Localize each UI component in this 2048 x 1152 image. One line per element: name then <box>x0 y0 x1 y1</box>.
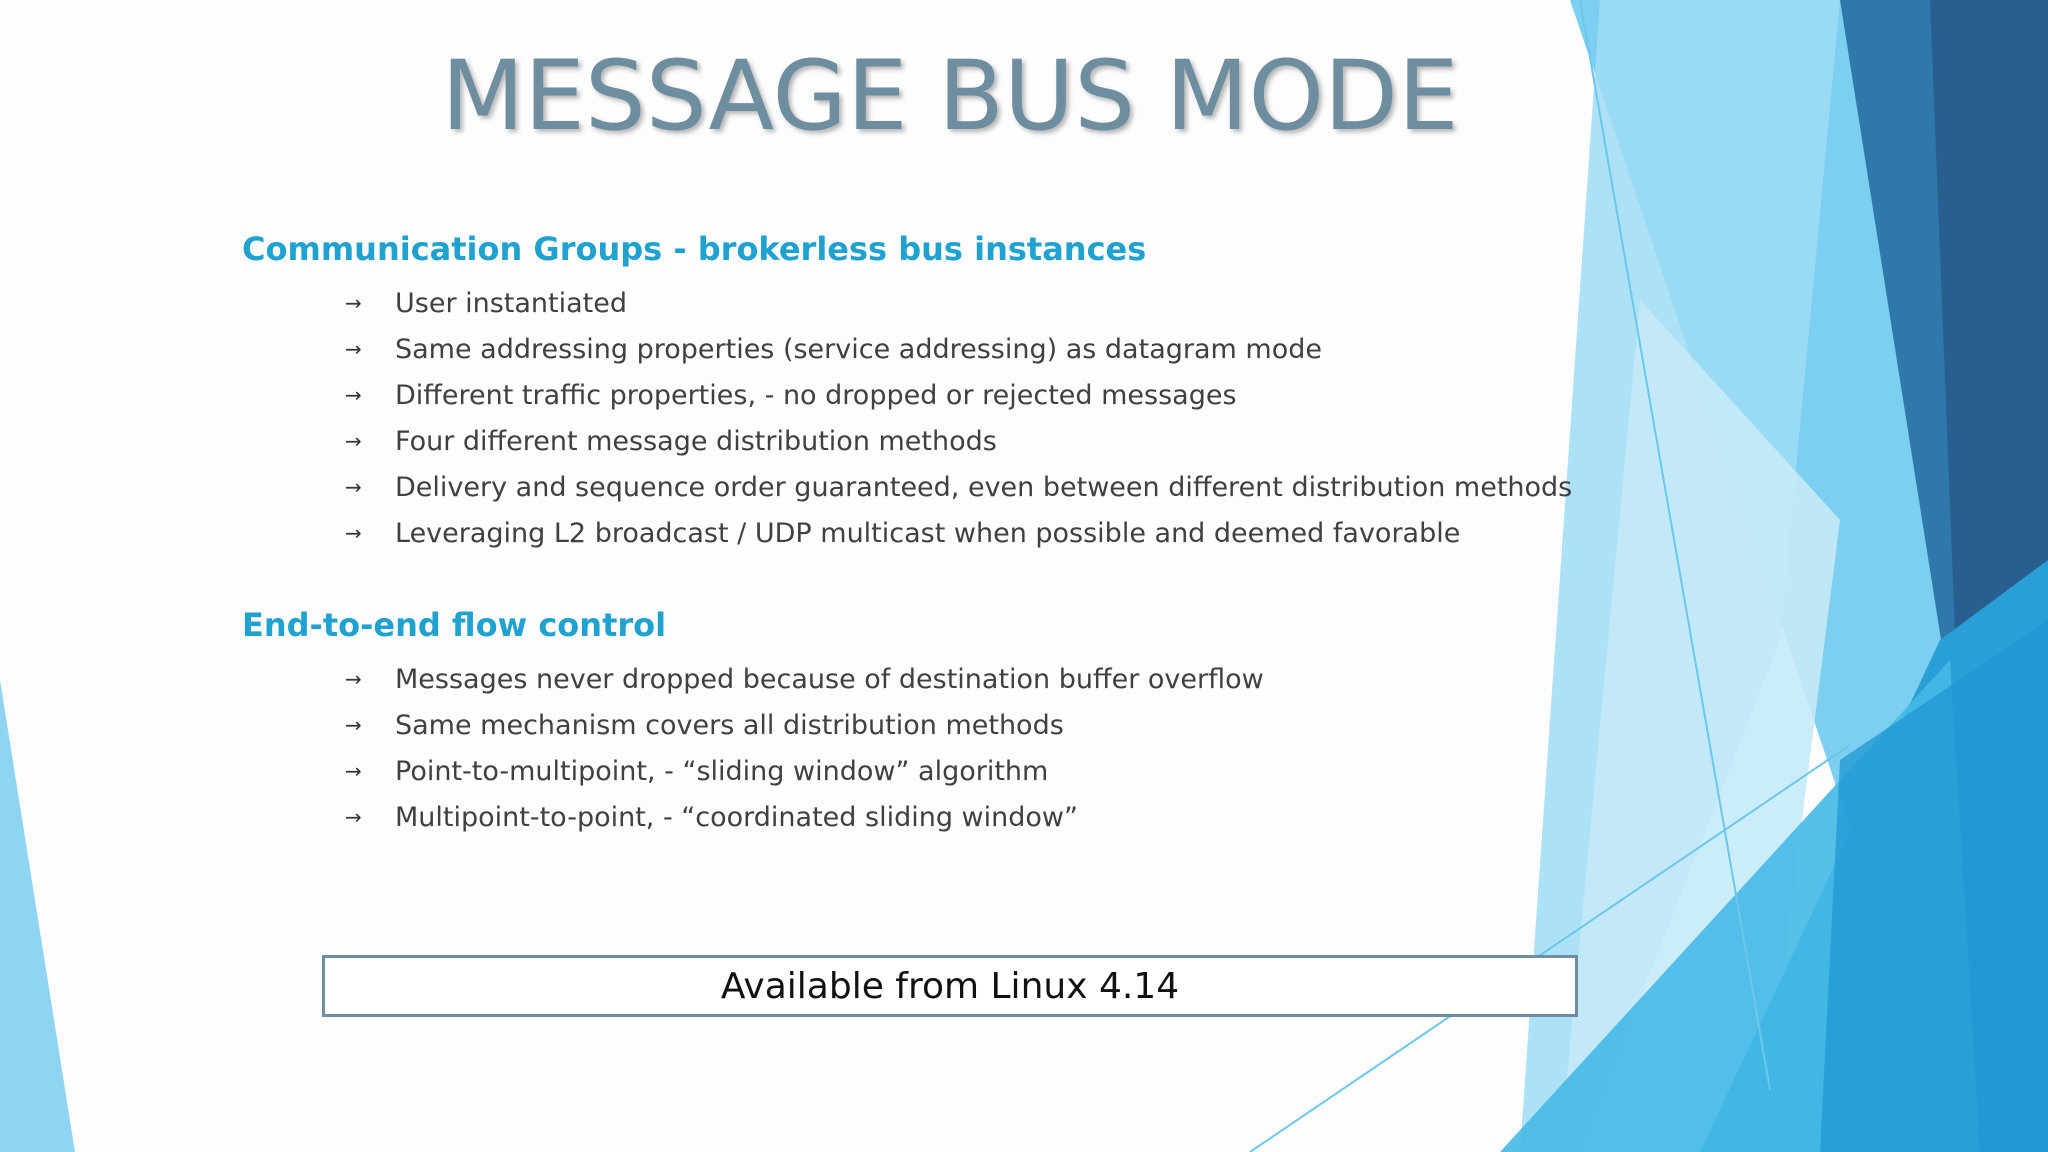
bullet-text: User instantiated <box>395 287 628 319</box>
bullet-text: Multipoint-to-point, - “coordinated sliding window” <box>395 801 1078 833</box>
arrow-right-icon: → <box>345 337 362 361</box>
bullet-text: Same addressing properties (service addressing) as datagram mode <box>395 333 1322 365</box>
arrow-right-icon: → <box>345 713 362 737</box>
flow-control-list <box>345 656 1264 840</box>
list-item <box>345 748 1264 794</box>
slide-title: MESSAGE BUS MODE <box>441 40 1459 152</box>
list-item <box>345 794 1264 840</box>
arrow-right-icon: → <box>345 475 362 499</box>
bullet-text: Leveraging L2 broadcast / UDP multicast when possible and deemed favorable <box>395 517 1461 549</box>
arrow-right-icon: → <box>345 291 362 315</box>
bullet-text: Messages never dropped because of destination buffer overflow <box>395 663 1264 695</box>
availability-callout-text: Available from Linux 4.14 <box>720 965 1180 1007</box>
bullet-text: Different traffic properties, - no dropped or rejected messages <box>395 379 1237 411</box>
communication-groups-list <box>345 280 1572 556</box>
list-item <box>345 326 1572 372</box>
arrow-right-icon: → <box>345 805 362 829</box>
list-item <box>345 702 1264 748</box>
arrow-right-icon: → <box>345 383 362 407</box>
bullet-text: Delivery and sequence order guaranteed, even between different distribution methods <box>395 471 1573 503</box>
arrow-right-icon: → <box>345 429 362 453</box>
availability-callout-box <box>322 955 1578 1017</box>
arrow-right-icon: → <box>345 521 362 545</box>
list-item <box>345 280 1572 326</box>
list-item <box>345 464 1572 510</box>
list-item <box>345 418 1572 464</box>
bullet-text: Point-to-multipoint, - “sliding window” algorithm <box>395 755 1049 787</box>
list-item <box>345 510 1572 556</box>
list-item <box>345 656 1264 702</box>
arrow-right-icon: → <box>345 759 362 783</box>
list-item <box>345 372 1572 418</box>
left-edge-shape <box>0 680 75 1152</box>
bullet-text: Four different message distribution methods <box>395 425 997 457</box>
section-heading-communication-groups: Communication Groups - brokerless bus instances <box>242 230 1147 268</box>
arrow-right-icon: → <box>345 667 362 691</box>
bullet-text: Same mechanism covers all distribution methods <box>395 709 1064 741</box>
section-heading-flow-control: End-to-end flow control <box>242 606 667 644</box>
